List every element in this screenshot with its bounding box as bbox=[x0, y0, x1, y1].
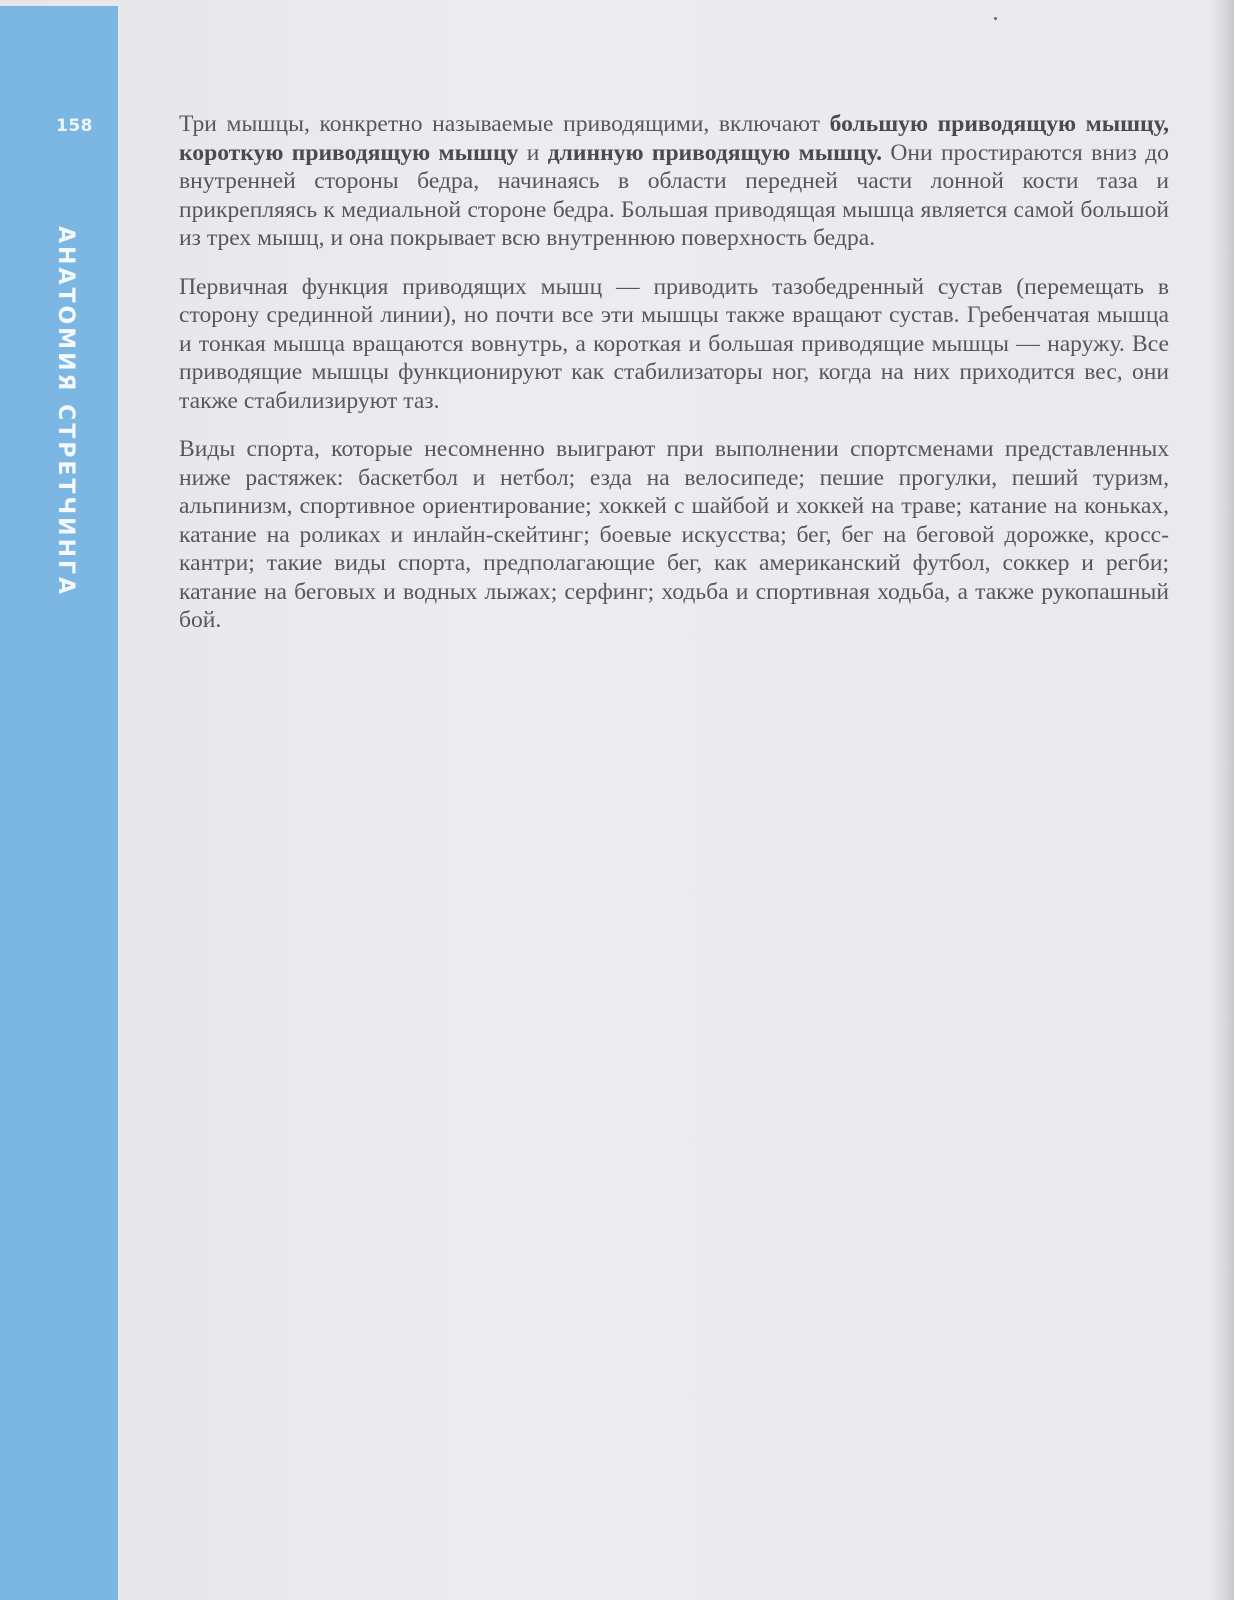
bold-term-group-2: длинную приводящую мышцу. bbox=[547, 139, 882, 166]
bold-term-group-1: большую приводящую мышцу, короткую приводящую мышцу bbox=[179, 111, 1169, 166]
print-speck bbox=[994, 17, 997, 20]
page-number: 158 bbox=[56, 116, 93, 136]
paragraph-adductors bbox=[179, 110, 1169, 253]
paragraph-sports: Виды спорта, которые несомненно выиграют при выполнении спортсменами представленных ниже растяжек: баскетбол и нетбол; езда на велосипеде; пешие прогулки, пеший туризм, альпинизм, спортивное ориентирование; хоккей с шайбой и хоккей на траве; катание на коньках, катание на роликах и инлайн-скейтинг; боевые искусства; бег, бег на беговой дорожке, кросс-кантри; такие виды спорта, предполагающие бег, как американский футбол, соккер и регби; катание на беговых и водных лыжах; серфинг; ходьба и спортивная ходьба, а также рукопашный бой. bbox=[179, 436, 1169, 633]
paragraph-intro: Три мышцы, конкретно называемые приводящими, включают bbox=[179, 111, 830, 137]
running-head: АНАТОМИЯ СТРЕТЧИНГА bbox=[53, 226, 78, 598]
page-edge-shadow bbox=[1210, 0, 1234, 1600]
paragraph-connector: и bbox=[518, 139, 548, 166]
paragraph-function: Первичная функция приводящих мышц — приводить тазобедренный сустав (перемещать в сторону срединной линии), но почти все эти мышцы также вращают сустав. Гребенчатая мышца и тонкая мышца вращаются вовнутрь, а короткая и большая приводящие мышцы — наружу. Все приводящие мышцы функционируют как стабилизаторы ног, когда на них приходится вес, они также стабилизируют таз. bbox=[179, 273, 1169, 414]
paragraph-rest: Они простираются вниз до внутренней стороны бедра, начинаясь в области передней части лонной кости таза и прикрепляясь к медиальной стороне бедра. Большая приводящая мышца является самой большой из трех мышц, и она покрывает всю внутреннюю поверхность бедра. bbox=[179, 139, 1169, 251]
chapter-sidebar bbox=[0, 6, 118, 1600]
body-text bbox=[179, 110, 1169, 655]
